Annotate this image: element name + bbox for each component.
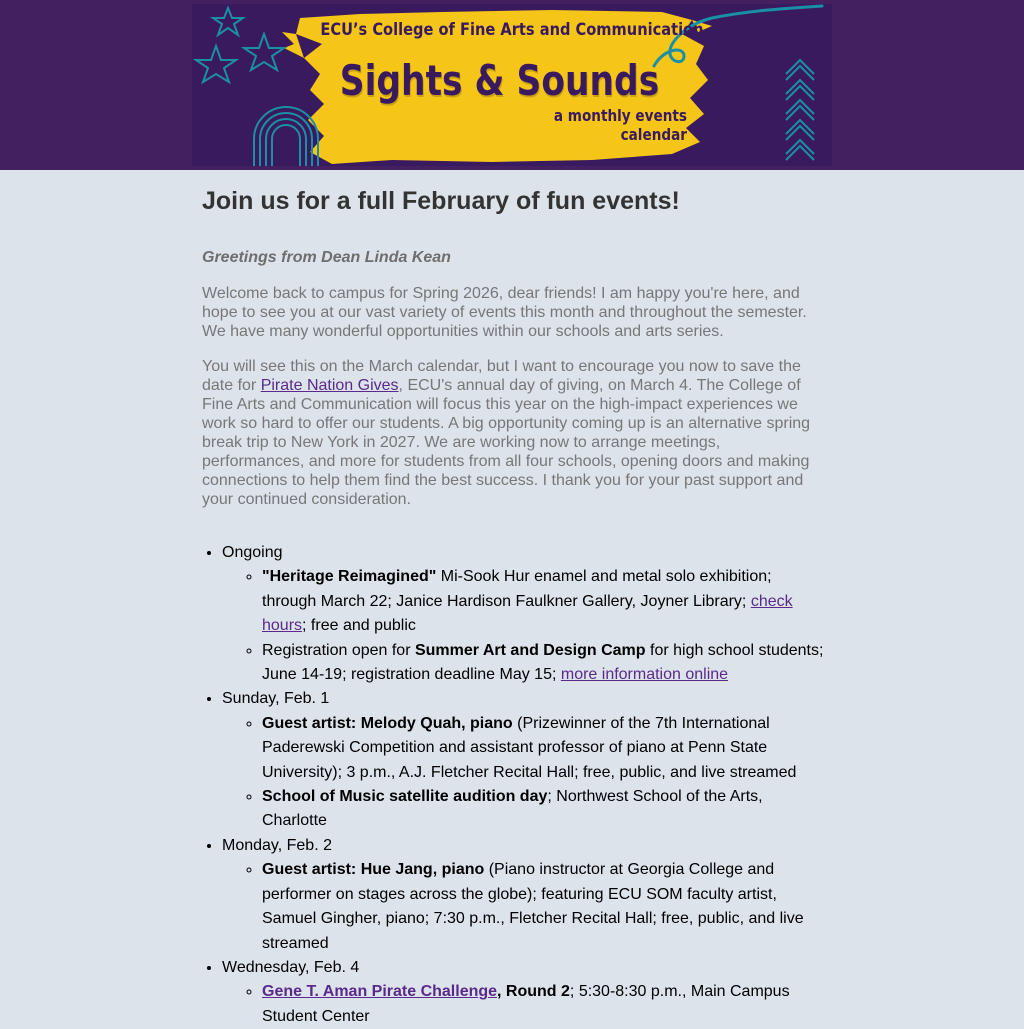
event-details: ; Northwest School of the Arts, Charlotte <box>262 788 763 830</box>
giving-text-after: , ECU's annual day of giving, on March 4. The College of Fine Arts and Communication will focus this year on the high-impact experiences we work so hard to offer our students. A big opportunity coming up is an alternative spring break trip to New York in 2027. We are working now to arrange meetings, performances, and more for students from all four schools, opening doors and making connections to help them find the best success. I thank you for your past support and your continued consideration. <box>202 377 811 508</box>
header-band <box>0 0 1024 170</box>
event-title: Summer Art and Design Camp <box>414 641 646 659</box>
event-title: Guest artist: Hue Jang, piano <box>262 861 485 879</box>
welcome-paragraph: Welcome back to campus for Spring 2026, dear friends! I am happy you're here, and hope to see you at our vast variety of events this month and throughout the semester. We have many wonderful opportunities within our schools and arts series. <box>202 285 807 340</box>
day-label: Ongoing <box>222 544 283 561</box>
event-title: School of Music satellite audition day <box>262 788 548 806</box>
event-title: Guest artist: Melody Quah, piano <box>262 714 513 732</box>
day-label: Sunday, Feb. 1 <box>222 690 330 708</box>
event-summer-camp <box>262 639 824 688</box>
pirate-challenge-link[interactable]: Gene T. Aman Pirate Challenge <box>262 983 498 1001</box>
event-round: , Round 2 <box>497 983 570 1001</box>
day-ongoing <box>222 541 824 687</box>
sights-and-sounds-banner <box>192 4 832 166</box>
event-hue-jang <box>262 858 824 956</box>
newsletter-content <box>202 170 824 1029</box>
event-details: for high school students; June 14-19; registration deadline May 15; <box>262 641 824 684</box>
event-details: Mi-Sook Hur enamel and metal solo exhibition; through March 22; Janice Hardison Faulkner Gallery, Joyner Library; <box>262 568 772 610</box>
event-details: (Prizewinner of the 7th International Paderewski Competition and assistant professor of piano at Penn State University); 3 p.m., A.J. Fletcher Recital Hall; free, public, and live streamed <box>262 714 797 781</box>
more-information-link[interactable]: more information online <box>560 666 729 684</box>
pirate-nation-gives-link[interactable]: Pirate Nation Gives <box>260 377 399 394</box>
event-satellite-audition <box>262 785 824 834</box>
event-intro: Registration open for <box>262 641 415 659</box>
day-label: Monday, Feb. 2 <box>222 836 332 854</box>
banner-title: Sights & Sounds <box>339 56 660 105</box>
event-melody-quah <box>262 712 824 785</box>
banner-subtitle: a monthly events calendar <box>553 106 687 144</box>
event-heritage-reimagined <box>262 565 824 638</box>
dean-greeting: Greetings from Dean Linda Kean <box>202 249 451 266</box>
day-feb-1 <box>222 687 824 833</box>
day-feb-2 <box>222 834 824 956</box>
event-calendar-list <box>202 541 824 1029</box>
giving-text-before: You will see this on the March calendar, but I want to encourage you now to save the date for <box>202 358 801 394</box>
event-details: (Piano instructor at Georgia College and performer on stages across the globe); featuring ECU SOM faculty artist, Samuel Gingher, piano; 7:30 p.m., Fletcher Recital Hall; free, public, and live streamed <box>262 861 804 952</box>
event-details: ; 5:30-8:30 p.m., Main Campus Student Center <box>262 983 790 1025</box>
event-title: "Heritage Reimagined" <box>262 568 437 586</box>
event-details-after: ; free and public <box>302 617 416 635</box>
check-hours-link[interactable]: check hours <box>262 592 793 635</box>
event-pirate-challenge <box>262 980 824 1029</box>
giving-paragraph <box>202 357 824 509</box>
day-feb-4 <box>222 956 824 1029</box>
banner-college-name: ECU’s College of Fine Arts and Communication <box>320 20 704 40</box>
day-label: Wednesday, Feb. 4 <box>222 958 360 976</box>
page-heading: Join us for a full February of fun events! <box>202 187 680 215</box>
